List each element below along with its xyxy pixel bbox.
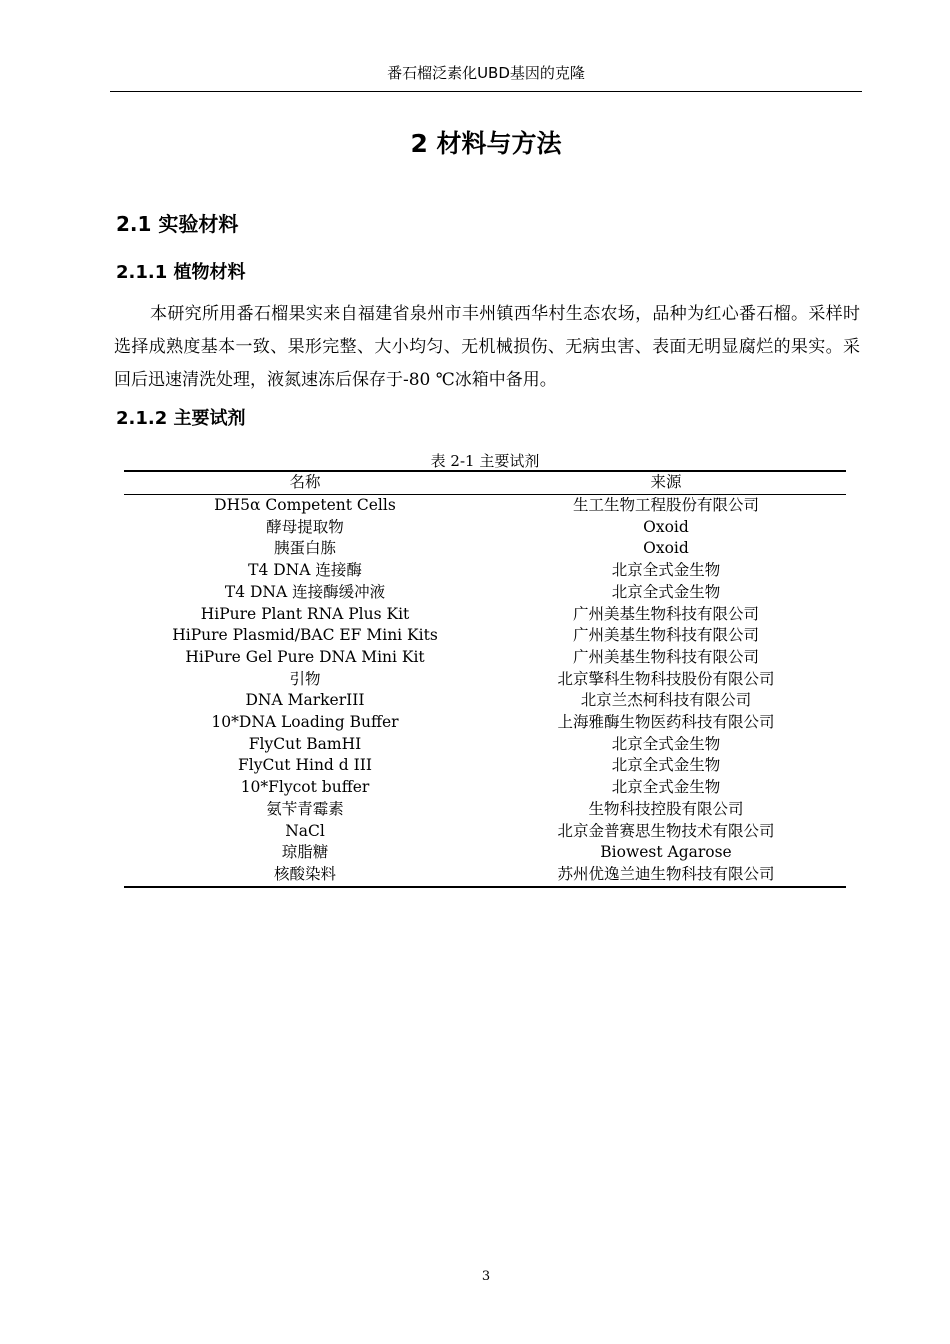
section-title-2-1: 2.1 实验材料	[116, 212, 239, 236]
reagent-name-cell: NaCl	[285, 821, 325, 840]
table-row	[124, 755, 846, 777]
reagent-source-cell: Oxoid	[643, 539, 689, 558]
reagent-name-cell: FlyCut Hind d III	[238, 756, 372, 775]
reagent-source-cell: 北京全式金生物	[611, 582, 721, 601]
reagent-source-cell: 北京全式金生物	[611, 756, 721, 775]
page-number: 3	[481, 1269, 491, 1284]
reagent-name-cell: HiPure Gel Pure DNA Mini Kit	[185, 647, 425, 666]
table-row	[124, 734, 846, 756]
reagent-source-cell: Oxoid	[643, 517, 689, 536]
reagent-source-cell: 北京兰杰柯科技有限公司	[580, 691, 752, 710]
table-row	[124, 647, 846, 669]
reagent-name-cell: DNA MarkerIII	[245, 691, 365, 710]
table-row	[124, 625, 846, 647]
reagent-source-cell: 北京全式金生物	[611, 734, 721, 753]
reagent-source-cell: 广州美基生物科技有限公司	[572, 647, 759, 666]
reagent-source-cell: 广州美基生物科技有限公司	[572, 626, 759, 645]
reagent-source-cell: 北京擎科生物科技股份有限公司	[557, 669, 775, 688]
table-row	[124, 517, 846, 539]
reagent-name-cell: 10*DNA Loading Buffer	[211, 713, 399, 732]
reagent-name-cell: HiPure Plasmid/BAC EF Mini Kits	[172, 626, 438, 645]
table-row	[124, 604, 846, 626]
column-header-name: 名称	[124, 471, 486, 495]
reagent-source-cell: 北京全式金生物	[611, 561, 721, 580]
chapter-title: 2 材料与方法	[410, 129, 562, 158]
running-header: 番石榴泛素化UBD基因的克隆	[387, 64, 585, 82]
subsection-title-2-1-2: 2.1.2 主要试剂	[116, 408, 246, 429]
table-row	[124, 538, 846, 560]
table-row	[124, 777, 846, 799]
table-row	[124, 712, 846, 734]
reagent-source-cell: 北京金普赛思生物技术有限公司	[557, 821, 775, 840]
reagent-source-cell: 生物科技控股有限公司	[588, 799, 744, 818]
table-caption: 表 2-1 主要试剂	[430, 452, 540, 470]
plant-material-paragraph: 本研究所用番石榴果实来自福建省泉州市丰州镇西华村生态农场，品种为红心番石榴。采样时选择成熟度基本一致、果形完整、大小均匀、无机械损伤、无病虫害、表面无明显腐烂的果实。采回后迅速清洗处理，液氮速冻后保存于-80 ℃冰箱中备用。	[114, 304, 860, 390]
table-row	[124, 821, 846, 843]
reagent-source-cell: 生工生物工程股份有限公司	[572, 496, 759, 514]
table-row	[124, 864, 846, 887]
reagent-name-cell: DH5α Competent Cells	[214, 496, 396, 514]
reagent-name-cell: 引物	[289, 669, 321, 688]
table-row	[124, 842, 846, 864]
reagent-source-cell: 北京全式金生物	[611, 778, 721, 797]
reagent-source-cell: 上海雅酶生物医药科技有限公司	[557, 713, 775, 732]
reagent-name-cell: 氨苄青霉素	[266, 799, 344, 818]
table-row	[124, 799, 846, 821]
reagent-name-cell: FlyCut BamHI	[248, 734, 362, 753]
subsection-title-2-1-1: 2.1.1 植物材料	[116, 262, 246, 283]
reagent-source-cell: Biowest Agarose	[600, 843, 732, 862]
table-row	[124, 669, 846, 691]
table-header-row	[124, 471, 846, 495]
reagent-source-cell: 苏州优逸兰迪生物科技有限公司	[486, 864, 846, 887]
reagent-name-cell: 胰蛋白胨	[273, 539, 336, 558]
reagent-name-cell: 酵母提取物	[266, 517, 344, 536]
table-body	[124, 495, 846, 887]
header-rule	[110, 91, 862, 92]
reagent-name-cell: 10*Flycot buffer	[240, 778, 370, 797]
reagent-name-cell: 琼脂糖	[281, 843, 329, 862]
reagents-table	[124, 470, 846, 888]
table-row	[124, 495, 846, 517]
table-row	[124, 690, 846, 712]
reagent-name-cell: T4 DNA 连接酶	[248, 561, 362, 580]
table-row	[124, 582, 846, 604]
column-header-source: 来源	[486, 471, 846, 495]
table-row	[124, 560, 846, 582]
reagent-source-cell: 广州美基生物科技有限公司	[572, 604, 759, 623]
reagent-name-cell: T4 DNA 连接酶缓冲液	[224, 582, 386, 601]
reagent-name-cell: HiPure Plant RNA Plus Kit	[200, 604, 410, 623]
reagent-name-cell: 核酸染料	[124, 864, 486, 887]
